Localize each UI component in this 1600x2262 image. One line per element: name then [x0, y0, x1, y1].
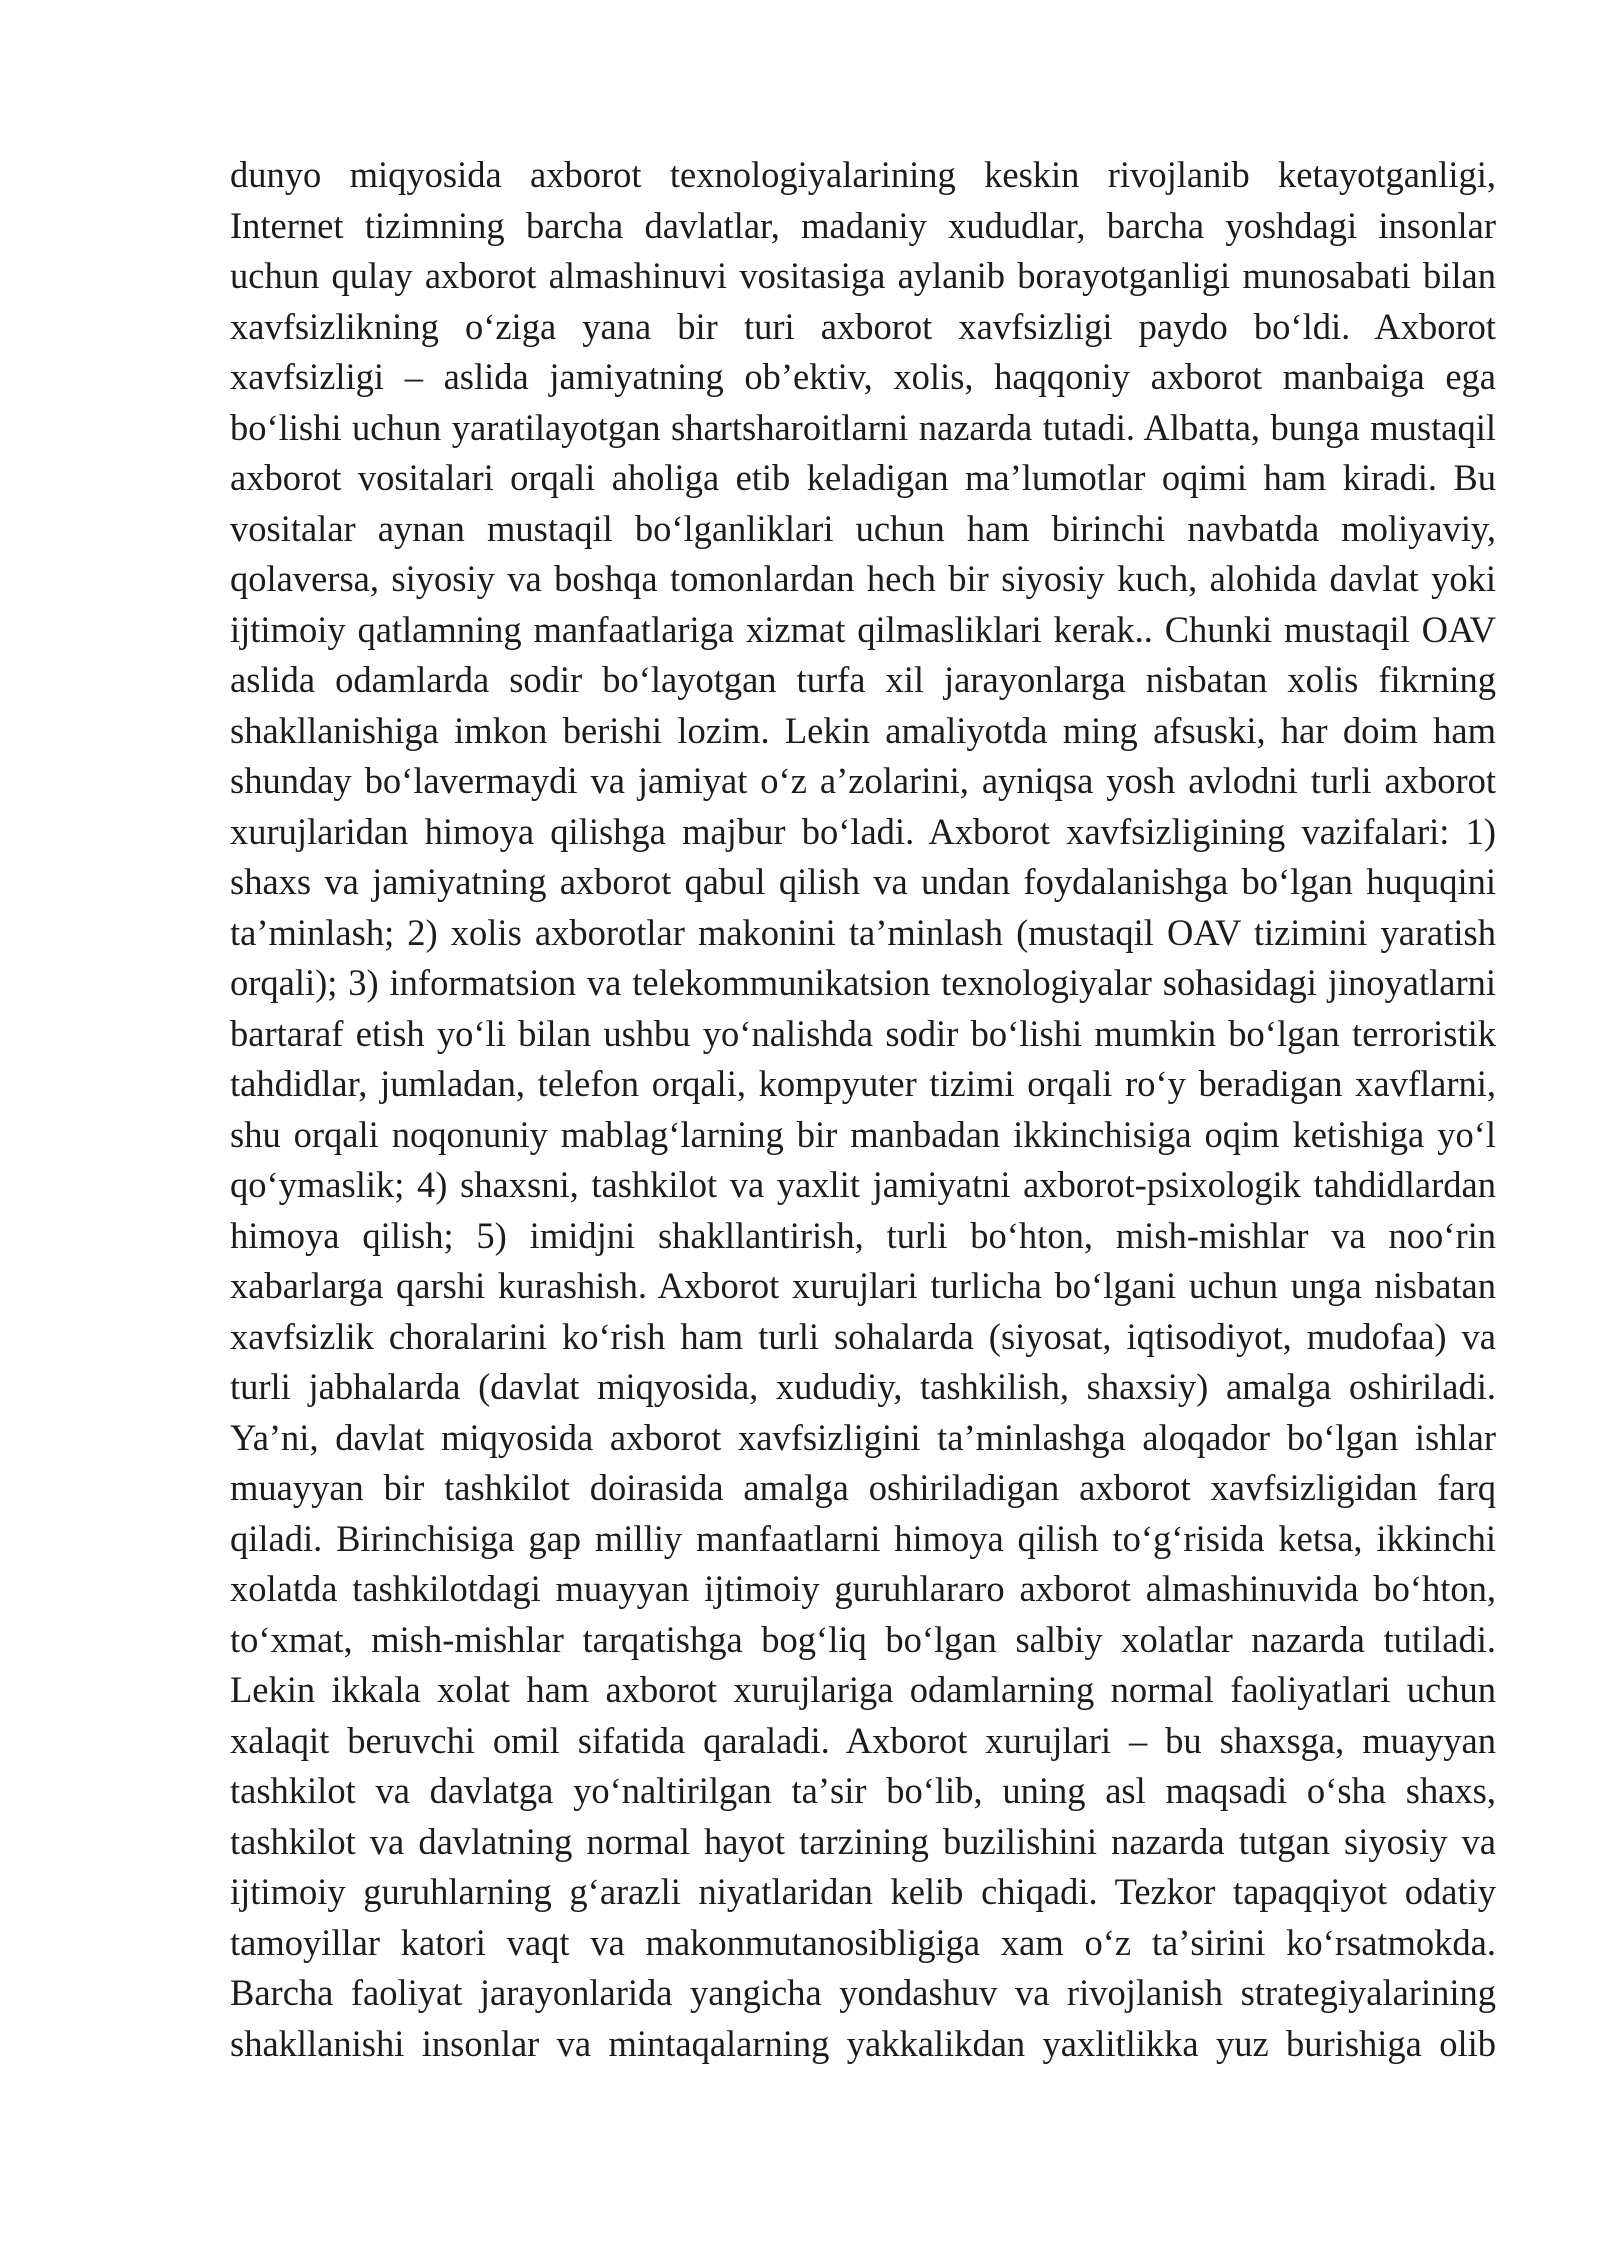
- body-paragraph: dunyo miqyosida axborot texnologiyalarining keskin rivojlanib ketayotganligi, Internet tizimning barcha davlatlar, madaniy xududlar, barcha yoshdagi insonlar uchun qulay axborot almashinuvi vositasiga aylanib borayotganligi munosabati bilan xavfsizlikning oʻziga yana bir turi axborot xavfsizligi paydo boʻldi. Axborot xavfsizligi – aslida jamiyatning obʼektiv, xolis, haqqoniy axborot manbaiga ega boʻlishi uchun yaratilayotgan shartsharoitlarni nazarda tutadi. Albatta, bunga mustaqil axborot vositalari orqali aholiga etib keladigan maʼlumotlar oqimi ham kiradi. Bu vositalar aynan mustaqil boʻlganliklari uchun ham birinchi navbatda moliyaviy, qolaversa, siyosiy va boshqa tomonlardan hech bir siyosiy kuch, alohida davlat yoki ijtimoiy qatlamning manfaatlariga xizmat qilmasliklari kerak.. Chunki mustaqil OAV aslida odamlarda sodir boʻlayotgan turfa xil jarayonlarga nisbatan xolis fikrning shakllanishiga imkon berishi lozim. Lekin amaliyotda ming afsuski, har doim ham shunday boʻlavermaydi va jamiyat oʻz aʼzolarini, ayniqsa yosh avlodni turli axborot xurujlaridan himoya qilishga majbur boʻladi. Axborot xavfsizligining vazifalari: 1) shaxs va jamiyatning axborot qabul qilish va undan foydalanishga boʻlgan huquqini taʼminlash; 2) xolis axborotlar makonini taʼminlash (mustaqil OAV tizimini yaratish orqali); 3) informatsion va telekommunikatsion texnologiyalar sohasidagi jinoyatlarni bartaraf etish yoʻli bilan ushbu yoʻnalishda sodir boʻlishi mumkin boʻlgan terroristik tahdidlar, jumladan, telefon orqali, kompyuter tizimi orqali roʻy beradigan xavflarni, shu orqali noqonuniy mablagʻlarning bir manbadan ikkinchisiga oqim ketishiga yoʻl qoʻymaslik; 4) shaxsni, tashkilot va yaxlit jamiyatni axborot-psixologik tahdidlardan himoya qilish; 5) imidjni shakllantirish, turli boʻhton, mish-mishlar va nooʻrin xabarlarga qarshi kurashish. Axborot xurujlari turlicha boʻlgani uchun unga nisbatan xavfsizlik choralarini koʻrish ham turli sohalarda (siyosat, iqtisodiyot, mudofaa) va turli jabhalarda (davlat miqyosida, xududiy, tashkilish, shaxsiy) amalga oshiriladi. Yaʼni, davlat miqyosida axborot xavfsizligini taʼminlashga aloqador boʻlgan ishlar muayyan bir tashkilot doirasida amalga oshiriladigan axborot xavfsizligidan farq qiladi. Birinchisiga gap milliy manfaatlarni himoya qilish toʻgʻrisida ketsa, ikkinchi xolatda tashkilotdagi muayyan ijtimoiy guruhlararo axborot almashinuvida boʻhton, toʻxmat, mish-mishlar tarqatishga bogʻliq boʻlgan salbiy xolatlar nazarda tutiladi. Lekin ikkala xolat ham axborot xurujlariga odamlarning normal faoliyatlari uchun xalaqit beruvchi omil sifatida qaraladi. Axborot xurujlari – bu shaxsga, muayyan tashkilot va davlatga yoʻnaltirilgan taʼsir boʻlib, uning asl maqsadi oʻsha shaxs, tashkilot va davlatning normal hayot tarzining buzilishini nazarda tutgan siyosiy va ijtimoiy guruhlarning gʻarazli niyatlaridan kelib chiqadi. Tezkor tapaqqiyot odatiy tamoyillar katori vaqt va makonmutanosibligiga xam oʻz taʼsirini koʻrsatmokda. Barcha faoliyat jarayonlarida yangicha yondashuv va rivojlanish strategiyalarining shakllanishi insonlar va mintaqalarning yakkalikdan yaxlitlikka yuz burishiga olib: [230, 154, 1496, 2064]
